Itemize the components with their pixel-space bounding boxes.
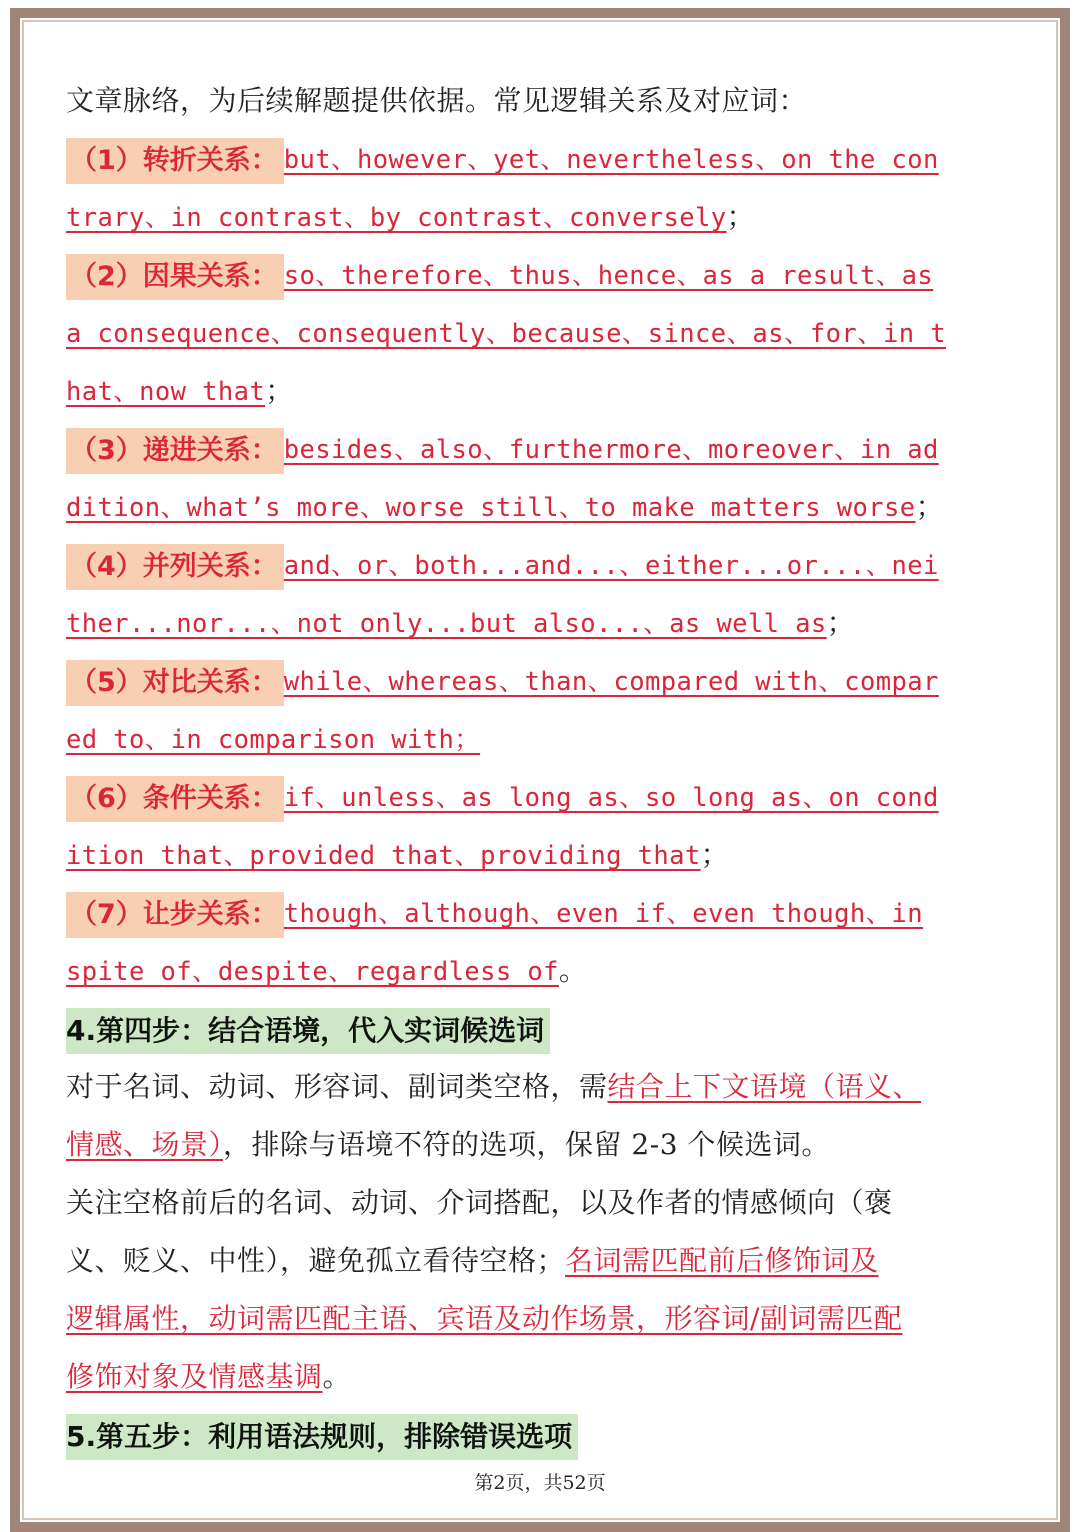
relation-words: a consequence、consequently、because、since、as、for、in t	[66, 319, 947, 349]
relation-words: while、whereas、than、compared with、compar	[283, 667, 939, 697]
step4-para2-line1: 关注空格前后的名词、动词、介词搭配，以及作者的情感倾向（褒	[66, 1186, 893, 1219]
highlight-text: 情感、场景）	[66, 1128, 224, 1161]
body-text: 义、贬义、中性），避免孤立看待空格；	[66, 1244, 566, 1277]
relation-3-line-1	[66, 420, 1016, 478]
punctuation: ；	[915, 490, 945, 523]
relation-2-line-1	[66, 246, 1016, 304]
step5-heading-line	[66, 1406, 1016, 1464]
relation-3-line-2	[66, 478, 1016, 536]
intro-line: 文章脉络，为后续解题提供依据。常见逻辑关系及对应词：	[66, 84, 808, 117]
relation-5-line-1	[66, 652, 1016, 710]
relation-words: ition that、provided that、providing that	[66, 841, 701, 871]
document-body	[66, 72, 1016, 1464]
relation-7-line-1	[66, 884, 1016, 942]
relation-words: spite of、despite、regardless of	[66, 957, 559, 987]
highlight-text: 修饰对象及情感基调	[66, 1360, 323, 1393]
relation-2-line-2	[66, 304, 1016, 362]
relation-4-line-2	[66, 594, 1016, 652]
relation-5-line-2	[66, 710, 1016, 768]
relation-label: （4）并列关系：	[66, 544, 284, 590]
punctuation: 。	[558, 954, 588, 987]
punctuation: ；	[265, 374, 294, 407]
relation-4-line-1	[66, 536, 1016, 594]
highlight-text: 名词需匹配前后修饰词及	[565, 1244, 879, 1277]
relation-words: besides、also、furthermore、moreover、in ad	[283, 435, 939, 465]
relation-words: though、although、even if、even though、in	[283, 899, 923, 929]
highlight-text: 逻辑属性，动词需匹配主语、宾语及动作场景，形容词/副词需匹配	[66, 1302, 903, 1335]
page-number: 第2页，共52页	[474, 1472, 606, 1494]
relation-label: （7）让步关系：	[66, 892, 284, 938]
body-text: 对于名词、动词、形容词、副词类空格，需	[66, 1070, 608, 1103]
relation-label: （6）条件关系：	[66, 776, 284, 822]
relation-1-line-1	[66, 130, 1016, 188]
step4-para2-line4	[66, 1348, 1016, 1406]
punctuation: ；	[700, 838, 730, 871]
relation-6-line-1	[66, 768, 1016, 826]
relation-6-line-2	[66, 826, 1016, 884]
body-text: ，排除与语境不符的选项，保留 2-3 个候选词。	[223, 1128, 830, 1161]
relation-words: if、unless、as long as、so long as、on cond	[283, 783, 939, 813]
relation-1-line-2	[66, 188, 1016, 246]
relation-2-line-3	[66, 362, 1016, 420]
step4-para2-line2	[66, 1232, 1016, 1290]
body-text: 。	[322, 1360, 352, 1393]
relation-words: but、however、yet、nevertheless、on the con	[283, 145, 939, 175]
relation-words: ed to、in comparison with；	[66, 725, 481, 755]
relation-label: （5）对比关系：	[66, 660, 284, 706]
punctuation: ；	[826, 606, 856, 639]
relation-label: （1）转折关系：	[66, 138, 284, 184]
relation-words: hat、now that	[66, 377, 266, 407]
relation-words: so、therefore、thus、hence、as a result、as	[283, 261, 934, 291]
relation-words: and、or、both...and...、either...or...、nei	[283, 551, 939, 581]
step4-para2-line3	[66, 1290, 1016, 1348]
relation-words: trary、in contrast、by contrast、conversely	[66, 203, 727, 233]
section-heading: 5.第五步：利用语法规则，排除错误选项	[66, 1414, 578, 1460]
relation-label: （2）因果关系：	[66, 254, 284, 300]
step4-para1-line1	[66, 1058, 1016, 1116]
step4-para1-line2	[66, 1116, 1016, 1174]
relation-label: （3）递进关系：	[66, 428, 284, 474]
highlight-text: 结合上下文语境（语义、	[607, 1070, 922, 1103]
relation-7-line-2	[66, 942, 1016, 1000]
relation-words: dition、what’s more、worse still、to make matters worse	[66, 493, 916, 523]
relation-words: ther...nor...、not only...but also...、as well as	[66, 609, 827, 639]
punctuation: ；	[726, 200, 756, 233]
section-heading: 4.第四步：结合语境，代入实词候选词	[66, 1008, 550, 1054]
step4-heading-line	[66, 1000, 1016, 1058]
